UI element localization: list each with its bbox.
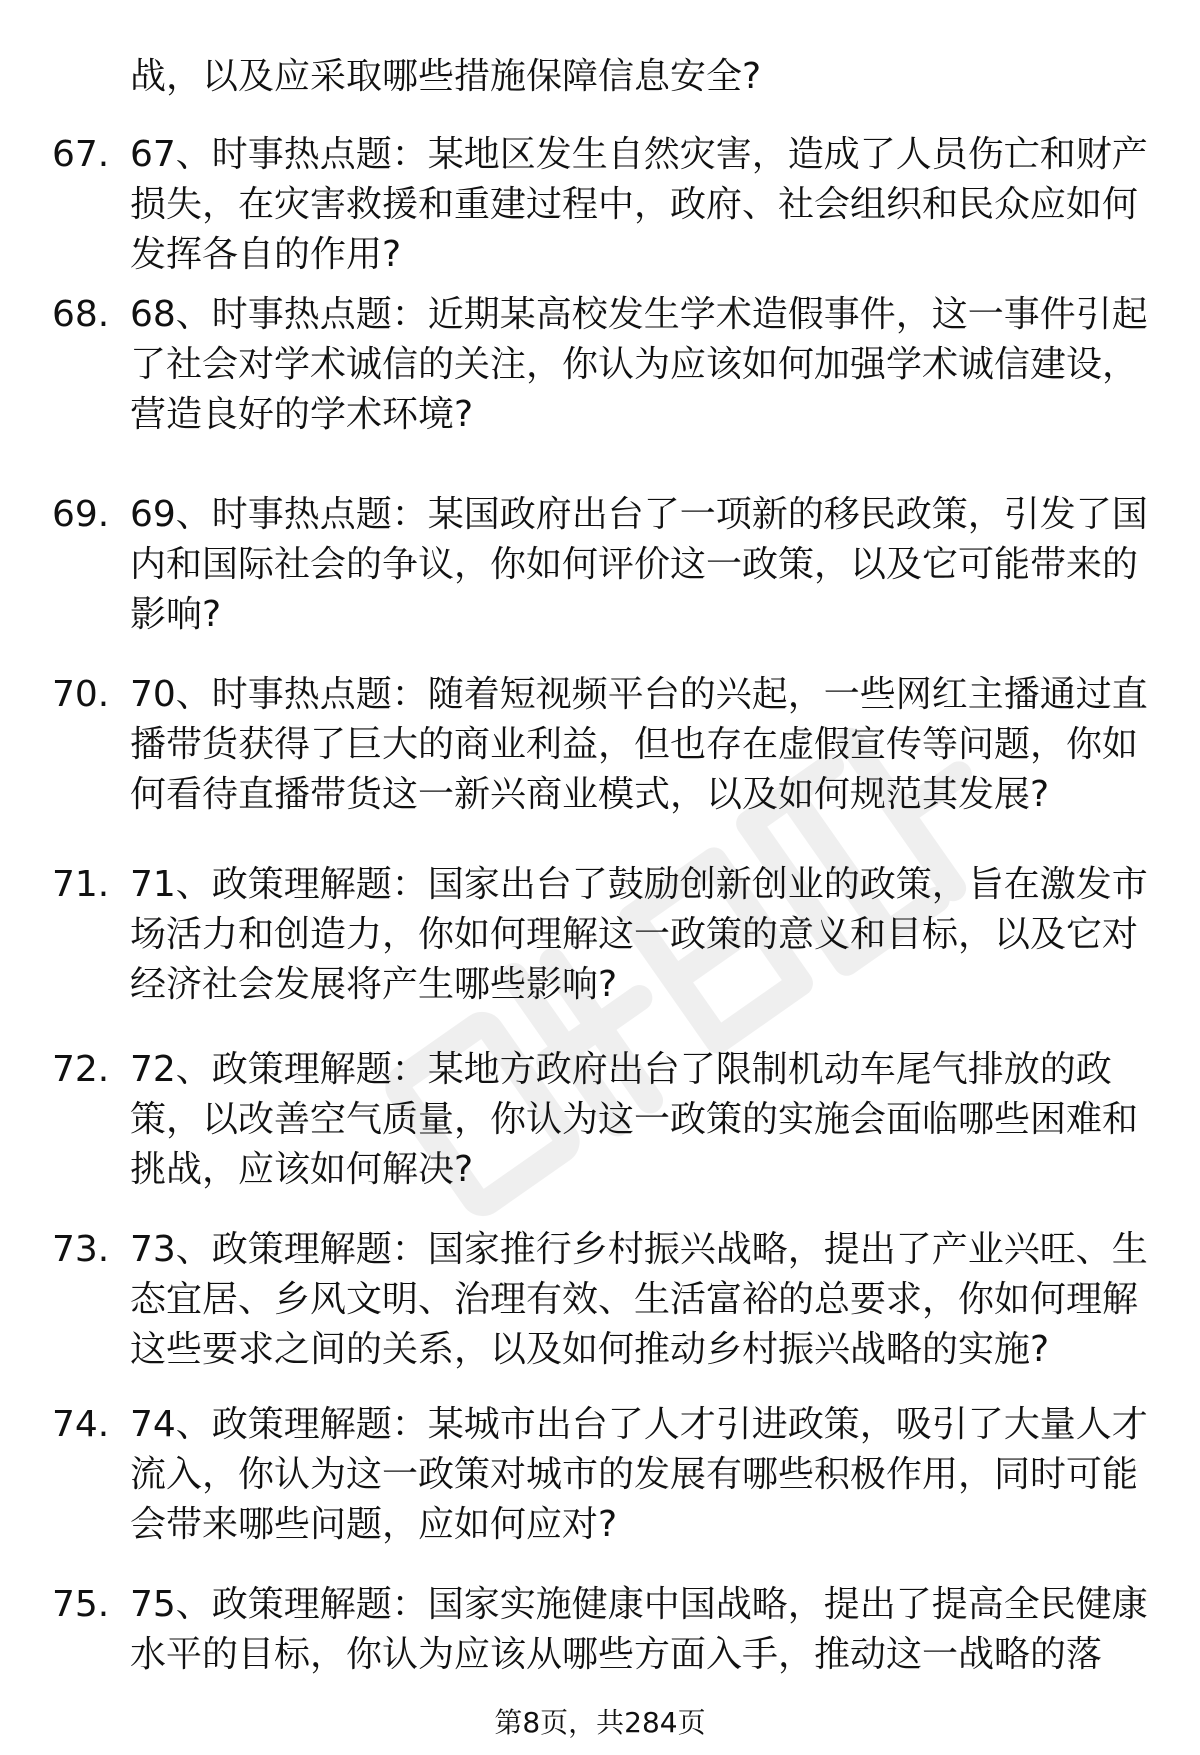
list-item-line: 70、时事热点题：随着短视频平台的兴起，一些网红主播通过直 — [130, 674, 1148, 715]
list-item-number: 67. — [52, 134, 110, 175]
list-item-number: 72. — [52, 1049, 110, 1090]
list-item-line: 挑战，应该如何解决? — [130, 1149, 474, 1190]
list-item-line: 策，以改善空气质量，你认为这一政策的实施会面临哪些困难和 — [130, 1099, 1139, 1140]
list-item-line: 72、政策理解题：某地方政府出台了限制机动车尾气排放的政 — [130, 1049, 1112, 1090]
list-item-line: 态宜居、乡风文明、治理有效、生活富裕的总要求，你如何理解 — [130, 1279, 1139, 1320]
list-item-line: 影响? — [130, 594, 222, 635]
list-item-text — [130, 490, 1150, 640]
list-item-line: 71、政策理解题：国家出台了鼓励创新创业的政策，旨在激发市 — [130, 864, 1148, 905]
list-item-line: 经济社会发展将产生哪些影响? — [130, 964, 618, 1005]
page-footer: 第8页，共284页 — [494, 1706, 706, 1739]
list-item-number: 68. — [52, 294, 110, 335]
list-item-line: 内和国际社会的争议，你如何评价这一政策，以及它可能带来的 — [130, 544, 1139, 585]
list-item-line: 播带货获得了巨大的商业利益，但也存在虚假宣传等问题，你如 — [130, 724, 1139, 765]
list-item-number: 71. — [52, 864, 110, 905]
list-item-text — [130, 1400, 1150, 1550]
list-item-text — [130, 130, 1150, 280]
list-item-line: 75、政策理解题：国家实施健康中国战略，提出了提高全民健康 — [130, 1584, 1148, 1625]
list-item-number: 70. — [52, 674, 110, 715]
list-item-line: 74、政策理解题：某城市出台了人才引进政策，吸引了大量人才 — [130, 1404, 1148, 1445]
list-item-line: 何看待直播带货这一新兴商业模式，以及如何规范其发展? — [130, 774, 1050, 815]
list-item-line: 73、政策理解题：国家推行乡村振兴战略，提出了产业兴旺、生 — [130, 1229, 1148, 1270]
list-item-text — [130, 1225, 1150, 1375]
list-item-text — [130, 670, 1150, 820]
list-item-number: 69. — [52, 494, 110, 535]
list-item-number: 75. — [52, 1584, 110, 1625]
list-item-line: 水平的目标，你认为应该从哪些方面入手，推动这一战略的落 — [130, 1634, 1103, 1675]
list-item-number: 73. — [52, 1229, 110, 1270]
list-item-line: 67、时事热点题：某地区发生自然灾害，造成了人员伤亡和财产 — [130, 134, 1148, 175]
list-item-line: 营造良好的学术环境? — [130, 394, 474, 435]
list-item-line: 会带来哪些问题，应如何应对? — [130, 1504, 618, 1545]
list-item-line: 这些要求之间的关系，以及如何推动乡村振兴战略的实施? — [130, 1329, 1050, 1370]
list-item-line: 了社会对学术诚信的关注，你认为应该如何加强学术诚信建设， — [130, 344, 1139, 385]
list-item-line: 流入，你认为这一政策对城市的发展有哪些积极作用，同时可能 — [130, 1454, 1139, 1495]
list-item-number: 74. — [52, 1404, 110, 1445]
continuation-line: 战，以及应采取哪些措施保障信息安全? — [130, 56, 762, 97]
list-item-line: 场活力和创造力，你如何理解这一政策的意义和目标，以及它对 — [130, 914, 1139, 955]
list-item-line: 68、时事热点题：近期某高校发生学术造假事件，这一事件引起 — [130, 294, 1148, 335]
list-item-line: 损失，在灾害救援和重建过程中，政府、社会组织和民众应如何 — [130, 184, 1139, 225]
list-item-text — [130, 290, 1150, 440]
list-item-text — [130, 860, 1150, 1010]
list-item-line: 69、时事热点题：某国政府出台了一项新的移民政策，引发了国 — [130, 494, 1148, 535]
list-item-text — [130, 1580, 1150, 1680]
list-item-text — [130, 1045, 1150, 1195]
list-item-line: 发挥各自的作用? — [130, 234, 402, 275]
